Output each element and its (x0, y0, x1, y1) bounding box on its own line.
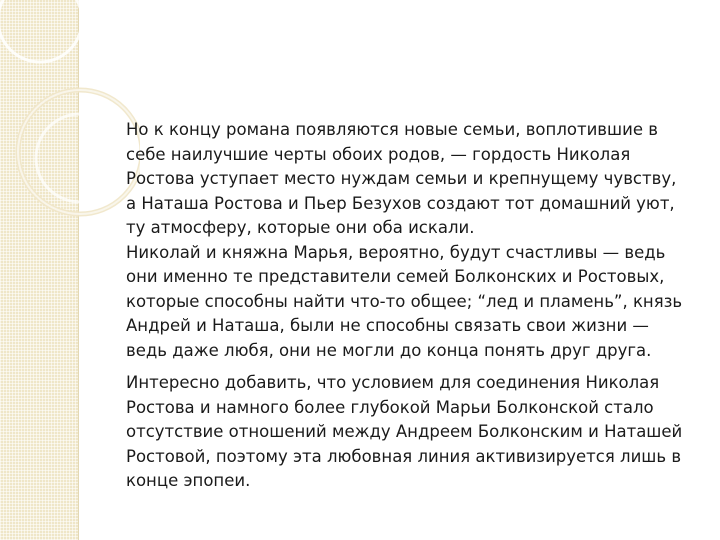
text-body (126, 118, 686, 494)
decorative-circles-icon (0, 0, 140, 260)
paragraph-1: Но к концу романа появляются новые семьи, воплотившие в себе наилучшие черты обоих родов, — гордость Николая Ростова уступает место нуждам семьи и крепнущему чувству, а Наташа Ростова и Пьер Безухов создают тот домашний уют, ту атмосферу, которые они оба искали. (126, 120, 677, 237)
paragraph-2: Николай и княжна Марья, вероятно, будут счастливы — ведь они именно те представители семей Болконских и Ростовых, которые способны найти что-то общее; “лед и пламень”, князь Андрей и Наташа, были не способны связать свои жизни — ведь даже любя, они не могли до конца понять друг друга. (126, 242, 683, 360)
paragraph-3: Интересно добавить, что условием для соединения Николая Ростова и намного более глубокой Марьи Болконской стало отсутствие отношений между Андреем Болконским и Наташей Ростовой, поэтому эта любовная линия активизируется лишь в конце эпопеи. (126, 373, 683, 490)
